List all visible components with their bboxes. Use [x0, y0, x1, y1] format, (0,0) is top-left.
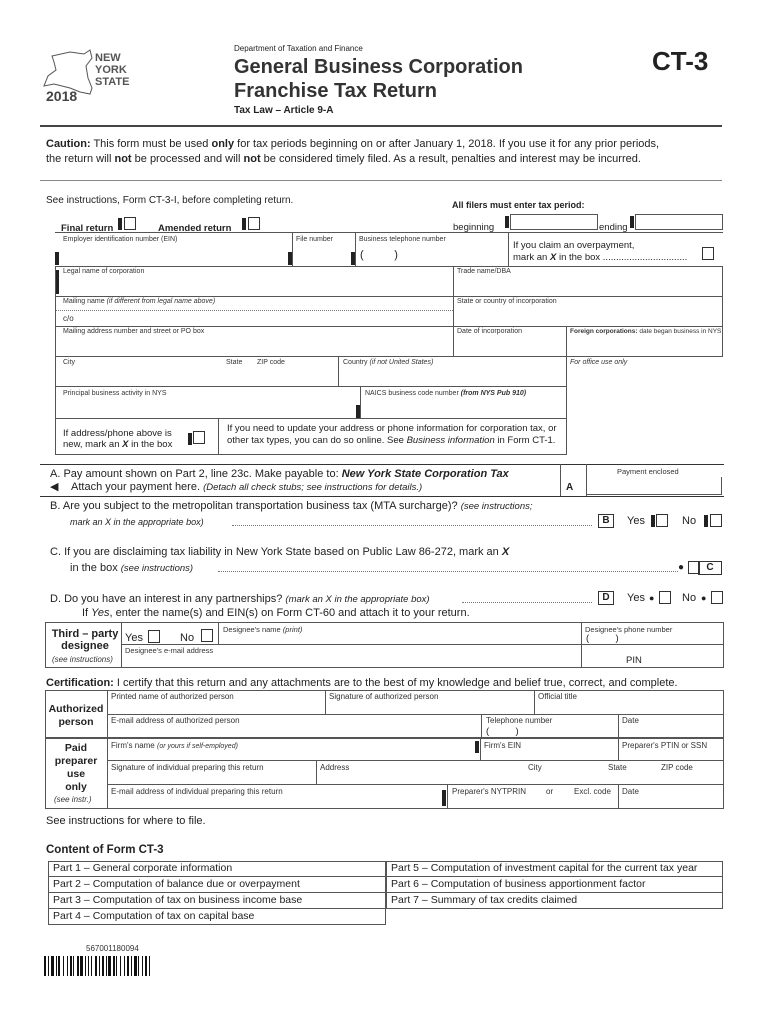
contents-left-item: Part 3 – Computation of tax on business income base — [48, 893, 386, 909]
line-c-text2: in the box (see instructions) — [70, 562, 194, 574]
final-return-label: Final return — [61, 223, 114, 234]
barcode-bar — [48, 956, 49, 976]
barcode-bar — [67, 956, 68, 976]
line-a-attach-text: Attach your payment here. (Detach all check stubs; see instructions for details.) — [71, 481, 423, 493]
barcode-bar — [124, 956, 125, 976]
barcode-bar — [58, 956, 60, 976]
preparer-or-label: or — [546, 787, 554, 796]
contents-left-list — [48, 861, 386, 925]
line-b-box-letter: B — [598, 514, 614, 528]
line-c-bullet: ● — [678, 562, 685, 573]
barcode-bar — [85, 956, 86, 976]
period-ending-label: ending — [599, 222, 628, 233]
line-b-text: B. Are you subject to the metropolitan transportation business tax (MTA surcharge)? (see instructions; — [50, 500, 533, 512]
barcode-bar — [56, 956, 57, 976]
beginning-marker — [505, 216, 509, 228]
barcode-bar — [134, 956, 137, 976]
barcode-bar — [127, 956, 129, 976]
logo-text-state: STATE — [95, 76, 130, 88]
preparer-note: (see instr.) — [54, 795, 92, 804]
header-divider — [40, 125, 722, 127]
barcode-number: 567001180094 — [86, 944, 139, 953]
designee-pin-label: PIN — [626, 655, 642, 666]
barcode-bar — [44, 956, 46, 976]
line-b-no-checkbox[interactable] — [710, 514, 722, 527]
foreign-corp-label: Foreign corporations: date began business in NYS — [570, 328, 722, 335]
barcode-bar — [113, 956, 115, 976]
barcode-bar — [51, 956, 54, 976]
form-subtitle: Tax Law – Article 9-A — [234, 105, 334, 116]
logo-text-new: NEW — [95, 52, 121, 64]
barcode-bar — [138, 956, 139, 976]
designee-email-label: Designee's e-mail address — [125, 646, 214, 655]
line-d-box-letter: D — [598, 591, 614, 605]
period-beginning-label: beginning — [453, 222, 495, 233]
barcode-bar — [63, 956, 64, 976]
barcode-bar — [73, 956, 74, 976]
period-ending-input[interactable] — [635, 214, 723, 230]
amended-return-marker — [242, 218, 246, 230]
third-party-note: (see instructions) — [52, 655, 113, 664]
barcode-bar — [116, 956, 117, 976]
state-country-label: State or country of incorporation — [457, 298, 557, 305]
form-id: CT-3 — [652, 46, 709, 76]
barcode-bar — [102, 956, 104, 976]
line-d-no-checkbox[interactable] — [711, 591, 723, 604]
line-c-text: C. If you are disclaiming tax liability in New York State based on Public Law 86-272, mark an X — [50, 546, 510, 558]
principal-activity-label: Principal business activity in NYS — [63, 390, 167, 397]
barcode-bar — [77, 956, 79, 976]
overpayment-checkbox[interactable] — [702, 247, 714, 260]
line-c-box-letter: C — [698, 561, 722, 575]
preparer-signature-label: Signature of individual preparing this return — [111, 763, 264, 772]
mailing-address-label: Mailing address number and street or PO box — [63, 328, 205, 335]
date-inc-label: Date of incorporation — [457, 328, 522, 335]
designee-yes-label: Yes — [125, 632, 143, 644]
contents-title: Content of Form CT-3 — [46, 844, 164, 856]
designee-no-label: No — [180, 632, 195, 644]
address-change-text: If address/phone above is new, mark an X in the box — [63, 428, 173, 450]
preparer-ptin-label: Preparer's PTIN or SSN — [622, 741, 708, 750]
period-beginning-input[interactable] — [510, 214, 598, 230]
barcode-bar — [131, 956, 132, 976]
phone-label: Business telephone number — [359, 236, 446, 243]
co-label: c/o — [63, 314, 74, 323]
line-d-no-label: No — [682, 592, 697, 604]
form-year: 2018 — [46, 88, 78, 104]
auth-date-label: Date — [622, 716, 639, 725]
contents-right-item: Part 7 – Summary of tax credits claimed — [391, 894, 578, 906]
instructions-note: See instructions, Form CT-3-I, before completing return. — [46, 195, 294, 206]
line-a-text: A. Pay amount shown on Part 2, line 23c. Make payable to: New York State Corporation Tax — [50, 468, 509, 480]
barcode — [44, 956, 194, 976]
line-b-yes-checkbox[interactable] — [656, 514, 668, 527]
ein-input[interactable] — [58, 245, 290, 264]
preparer-city-label: City — [528, 763, 542, 772]
designee-name-label: Designee's name (print) — [223, 625, 303, 634]
department-name: Department of Taxation and Finance — [234, 44, 363, 53]
preparer-zip-label: ZIP code — [661, 763, 693, 772]
file-number-label: File number — [296, 236, 333, 243]
authorized-person-title: Authorized person — [48, 703, 104, 728]
auth-phone-parens: ( ) — [486, 726, 519, 737]
amended-return-label: Amended return — [158, 223, 232, 234]
barcode-bar — [99, 956, 100, 976]
line-b-instruction: mark an X in the appropriate box) — [70, 517, 204, 527]
form-title-line1: General Business Corporation — [234, 56, 523, 78]
official-title-label: Official title — [538, 692, 577, 701]
country-label: Country (if not United States) — [343, 359, 434, 366]
zip-label: ZIP code — [257, 359, 285, 366]
contents-right-item: Part 6 – Computation of business apportionment factor — [386, 877, 723, 893]
designee-phone-parens: ( ) — [586, 633, 619, 644]
line-d-partnership-note: If Yes, enter the name(s) and EIN(s) on Form CT-60 and attach it to your return. — [82, 607, 470, 619]
line-d-yes-checkbox[interactable] — [659, 591, 671, 604]
nys-logo — [40, 48, 140, 106]
caution-divider — [40, 180, 722, 181]
final-return-marker — [118, 218, 122, 230]
contents-left-item: Part 2 – Computation of balance due or overpayment — [48, 877, 386, 893]
preparer-date-label: Date — [622, 787, 639, 796]
designee-no-checkbox[interactable] — [201, 629, 213, 642]
auth-signature-label: Signature of authorized person — [329, 692, 439, 701]
office-use-label: For office use only — [570, 359, 628, 366]
designee-yes-checkbox[interactable] — [148, 630, 160, 643]
line-d-yes-label: Yes — [627, 592, 645, 604]
barcode-bar — [108, 956, 111, 976]
naics-label: NAICS business code number (from NYS Pub 910) — [365, 390, 527, 397]
contents-right-item: Part 5 – Computation of investment capital for the current tax year — [386, 861, 723, 877]
mailing-name-label: Mailing name (if different from legal name above) — [63, 298, 216, 305]
third-party-title: Third – party designee — [51, 628, 119, 652]
auth-email-label: E-mail address of authorized person — [111, 716, 240, 725]
trade-name-label: Trade name/DBA — [457, 268, 511, 275]
update-info-text: If you need to update your address or phone information for corporation tax, or other tax types, you can do so online. See Business information in Form CT-1. — [227, 423, 557, 446]
preparer-title: Paid preparer use only — [54, 742, 98, 793]
preparer-nytprin-label: Preparer's NYTPRIN — [452, 787, 526, 796]
caution-text: Caution: This form must be used only for tax periods beginning on or after January 1, 2018. If you use it for any prior periods, the return will not be processed and will not be considered timely filed. As a result, penalties and interest may be incurred. — [46, 138, 660, 165]
payment-enclosed-input[interactable] — [586, 477, 722, 495]
preparer-excl-code-label: Excl. code — [574, 787, 611, 796]
amended-return-checkbox[interactable] — [248, 217, 260, 230]
payment-enclosed-label: Payment enclosed — [617, 467, 679, 476]
overpayment-text: If you claim an overpayment, mark an X in the box ................................ — [513, 240, 688, 263]
barcode-bar — [88, 956, 89, 976]
contents-right-list — [386, 861, 723, 909]
designee-phone-label: Designee's phone number — [585, 625, 673, 634]
barcode-bar — [145, 956, 147, 976]
barcode-bar — [91, 956, 92, 976]
line-b-no-label: No — [682, 515, 697, 527]
legal-name-label: Legal name of corporation — [63, 268, 145, 275]
line-b-yes-label: Yes — [627, 515, 645, 527]
preparer-state-label: State — [608, 763, 627, 772]
printed-name-label: Printed name of authorized person — [111, 692, 234, 701]
final-return-checkbox[interactable] — [124, 217, 136, 230]
barcode-bar — [149, 956, 150, 976]
state-label: State — [226, 359, 243, 366]
logo-text-york: YORK — [95, 64, 127, 76]
auth-telephone-label: Telephone number — [486, 716, 553, 725]
firm-ein-label: Firm's EIN — [484, 741, 522, 750]
contents-left-item: Part 1 – General corporate information — [48, 861, 386, 877]
ein-label: Employer identification number (EIN) — [63, 236, 178, 243]
barcode-bar — [70, 956, 72, 976]
barcode-bar — [120, 956, 121, 976]
barcode-bar — [95, 956, 97, 976]
barcode-bar — [80, 956, 83, 976]
barcode-bar — [106, 956, 107, 976]
contents-left-item: Part 4 – Computation of tax on capital base — [53, 910, 255, 922]
address-change-checkbox[interactable] — [193, 431, 205, 444]
firm-name-label: Firm's name (or yours if self-employed) — [111, 741, 238, 750]
certification-text: Certification: I certify that this return and any attachments are to the best of my knowledge and belief true, correct, and complete. — [46, 677, 678, 689]
form-title-line2: Franchise Tax Return — [234, 80, 438, 102]
city-label: City — [63, 359, 76, 366]
ending-marker — [630, 216, 634, 228]
tax-period-label: All filers must enter tax period: — [452, 200, 585, 210]
phone-parens: ( ) — [360, 249, 398, 261]
preparer-email-label: E-mail address of individual preparing this return — [111, 787, 283, 796]
where-to-file-note: See instructions for where to file. — [46, 815, 206, 827]
line-a-box-letter: A — [566, 482, 574, 493]
line-d-text: D. Do you have an interest in any partnerships? (mark an X in the appropriate box) — [50, 593, 430, 605]
arrow-left-icon: ◀ — [50, 481, 59, 493]
preparer-address-label: Address — [320, 763, 350, 772]
barcode-bar — [142, 956, 143, 976]
